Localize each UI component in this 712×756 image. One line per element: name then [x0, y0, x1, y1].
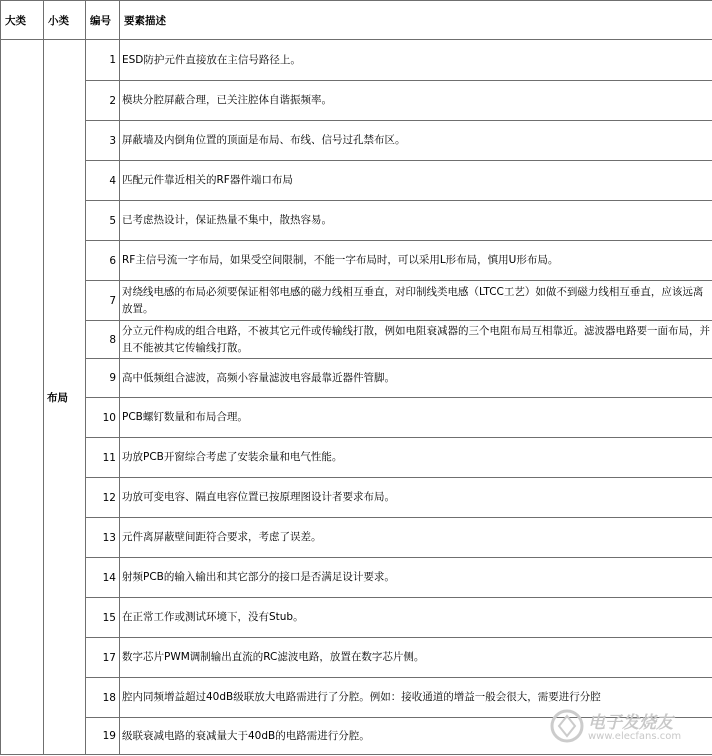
- row-number: 3: [86, 121, 120, 161]
- row-number: 8: [86, 321, 120, 359]
- table-row: [1, 518, 712, 558]
- watermark: [550, 704, 700, 750]
- table-row: [1, 121, 712, 161]
- table-row: [1, 81, 712, 121]
- row-description: 功放PCB开窗综合考虑了安装余量和电气性能。: [120, 438, 712, 478]
- table-row: [1, 321, 712, 359]
- table-row: [1, 161, 712, 201]
- table-row: [1, 638, 712, 678]
- row-description: 高中低频组合滤波，高频小容量滤波电容最靠近器件管脚。: [120, 359, 712, 398]
- row-number: 5: [86, 201, 120, 241]
- row-description: 元件离屏蔽壁间距符合要求，考虑了误差。: [120, 518, 712, 558]
- table-row: [1, 281, 712, 321]
- table-row: [1, 398, 712, 438]
- header-description: 要素描述: [120, 1, 712, 40]
- table-row: [1, 438, 712, 478]
- header-number: 编号: [86, 1, 120, 40]
- subcategory-cell: 布局: [44, 40, 86, 755]
- row-number: 14: [86, 558, 120, 598]
- header-row: [1, 1, 712, 40]
- row-number: 1: [86, 40, 120, 81]
- row-number: 12: [86, 478, 120, 518]
- watermark-text: 电子发烧友: [588, 713, 673, 733]
- row-number: 19: [86, 718, 120, 755]
- row-number: 7: [86, 281, 120, 321]
- row-number: 13: [86, 518, 120, 558]
- row-description: 级联衰减电路的衰减量大于40dB的电路需进行分腔。: [120, 718, 712, 755]
- row-description: ESD防护元件直接放在主信号路径上。: [120, 40, 712, 81]
- table-row: [1, 40, 712, 81]
- row-description: RF主信号流一字布局，如果受空间限制，不能一字布局时，可以采用L形布局，慎用U形布局。: [120, 241, 712, 281]
- table-row: [1, 201, 712, 241]
- row-number: 2: [86, 81, 120, 121]
- row-description: 功放可变电容、隔直电容位置已按原理图设计者要求布局。: [120, 478, 712, 518]
- row-description: 分立元件构成的组合电路，不被其它元件或传输线打散，例如电阻衰减器的三个电阻布局互相靠近。滤波器电路要一面布局，并且不能被其它传输线打散。: [120, 321, 712, 359]
- elecfans-logo-icon: [550, 706, 584, 746]
- row-number: 10: [86, 398, 120, 438]
- row-number: 18: [86, 678, 120, 718]
- table-row: [1, 241, 712, 281]
- row-description: 对绕线电感的布局必须要保证相邻电感的磁力线相互垂直，对印制线类电感（LTCC工艺）如做不到磁力线相互垂直，应该远离放置。: [120, 281, 712, 321]
- row-number: 17: [86, 638, 120, 678]
- row-description: 已考虑热设计，保证热量不集中，散热容易。: [120, 201, 712, 241]
- table-row: [1, 598, 712, 638]
- row-description: 屏蔽墙及内倒角位置的顶面是布局、布线、信号过孔禁布区。: [120, 121, 712, 161]
- row-number: 4: [86, 161, 120, 201]
- header-category: 大类: [1, 1, 44, 40]
- row-number: 11: [86, 438, 120, 478]
- row-description: 射频PCB的输入输出和其它部分的接口是否满足设计要求。: [120, 558, 712, 598]
- row-description: 模块分腔屏蔽合理，已关注腔体自谐振频率。: [120, 81, 712, 121]
- watermark-url: www.elecfans.com: [588, 731, 682, 742]
- row-number: 15: [86, 598, 120, 638]
- table-row: [1, 478, 712, 518]
- row-description: 数字芯片PWM调制输出直流的RC滤波电路，放置在数字芯片侧。: [120, 638, 712, 678]
- table-row: [1, 558, 712, 598]
- table-body: [1, 40, 712, 755]
- row-description: 腔内同频增益超过40dB级联放大电路需进行了分腔。例如：接收通道的增益一般会很大，需要进行分腔: [120, 678, 712, 718]
- row-description: PCB螺钉数量和布局合理。: [120, 398, 712, 438]
- row-description: 匹配元件靠近相关的RF器件端口布局: [120, 161, 712, 201]
- header-subcategory: 小类: [44, 1, 86, 40]
- row-description: 在正常工作或测试环境下，没有Stub。: [120, 598, 712, 638]
- row-number: 6: [86, 241, 120, 281]
- row-number: 9: [86, 359, 120, 398]
- table-row: [1, 359, 712, 398]
- category-cell: [1, 40, 44, 755]
